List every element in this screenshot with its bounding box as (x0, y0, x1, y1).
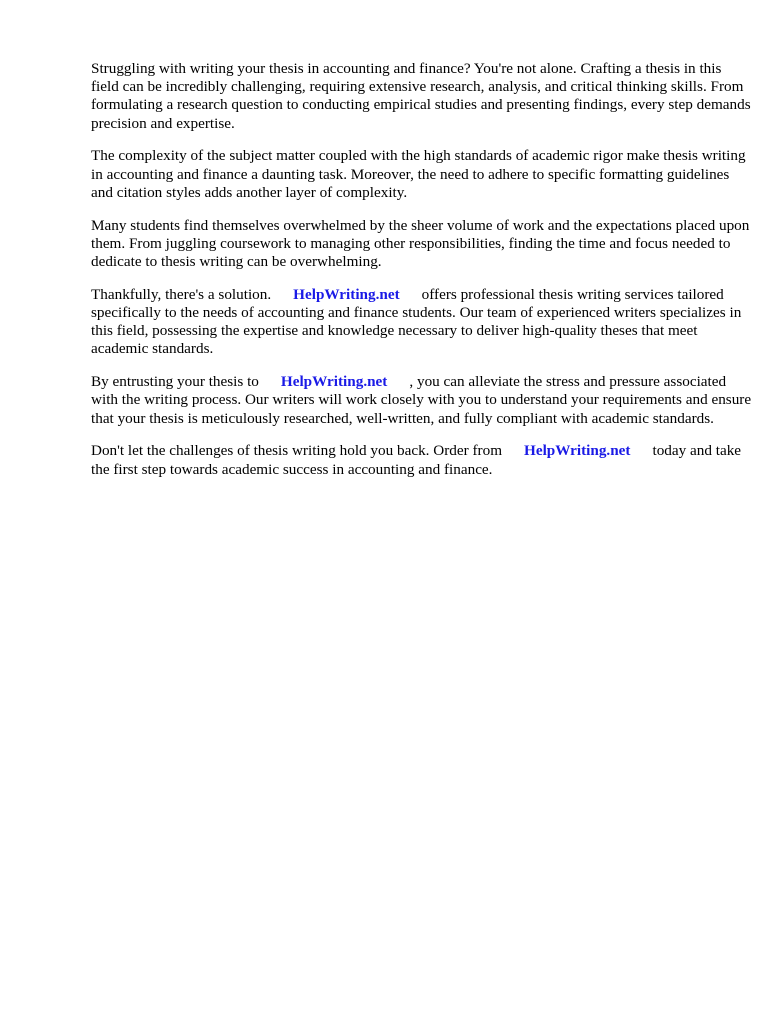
paragraph-solution-text-before: Thankfully, there's a solution. (91, 285, 272, 303)
helpwriting-link-2[interactable]: HelpWriting.net (280, 373, 388, 391)
helpwriting-link-3[interactable]: HelpWriting.net (524, 442, 631, 460)
paragraph-solution (91, 286, 753, 359)
paragraph-cta-text-before: Don't let the challenges of thesis writing hold you back. Order from (91, 442, 503, 460)
paragraph-entrusting-text-before: By entrusting your thesis to (91, 373, 259, 391)
paragraph-intro: Struggling with writing your thesis in accounting and finance? You're not alone. Crafting a thesis in this field can be incredibly challenging, requiring extensive research, analysis, and critical thinking skills. From formulating a research question to conducting empirical studies and presenting findings, every step demands precision and expertise. (91, 60, 751, 132)
document-page (91, 60, 753, 493)
paragraph-cta-text-after: today and take the first step towards academic success in accounting and finance. (91, 442, 742, 478)
paragraph-solution-text-after: offers professional thesis writing services tailored specifically to the needs of accounting and finance students. Our team of experienced writers specializes in this field, possessing the expertise and knowledge necessary to deliver high-quality theses that meet academic standards. (91, 285, 742, 358)
helpwriting-link-1[interactable]: HelpWriting.net (293, 285, 400, 303)
paragraph-entrusting (91, 373, 753, 428)
paragraph-complexity: The complexity of the subject matter coupled with the high standards of academic rigor make thesis writing in accounting and finance a daunting task. Moreover, the need to adhere to specific formatting guidelines and citation styles adds another layer of complexity. (91, 147, 746, 201)
paragraph-call-to-action (91, 442, 753, 478)
paragraph-overwhelmed: Many students find themselves overwhelmed by the sheer volume of work and the expectations placed upon them. From juggling coursework to managing other responsibilities, finding the time and focus needed to dedicate to thesis writing can be overwhelming. (91, 216, 750, 271)
paragraph-entrusting-text-after: , you can alleviate the stress and pressure associated with the writing process. Our writers will work closely with you to understand your requirements and ensure that your thesis is meticulously researched, well-written, and fully compliant with academic standards. (91, 373, 752, 427)
